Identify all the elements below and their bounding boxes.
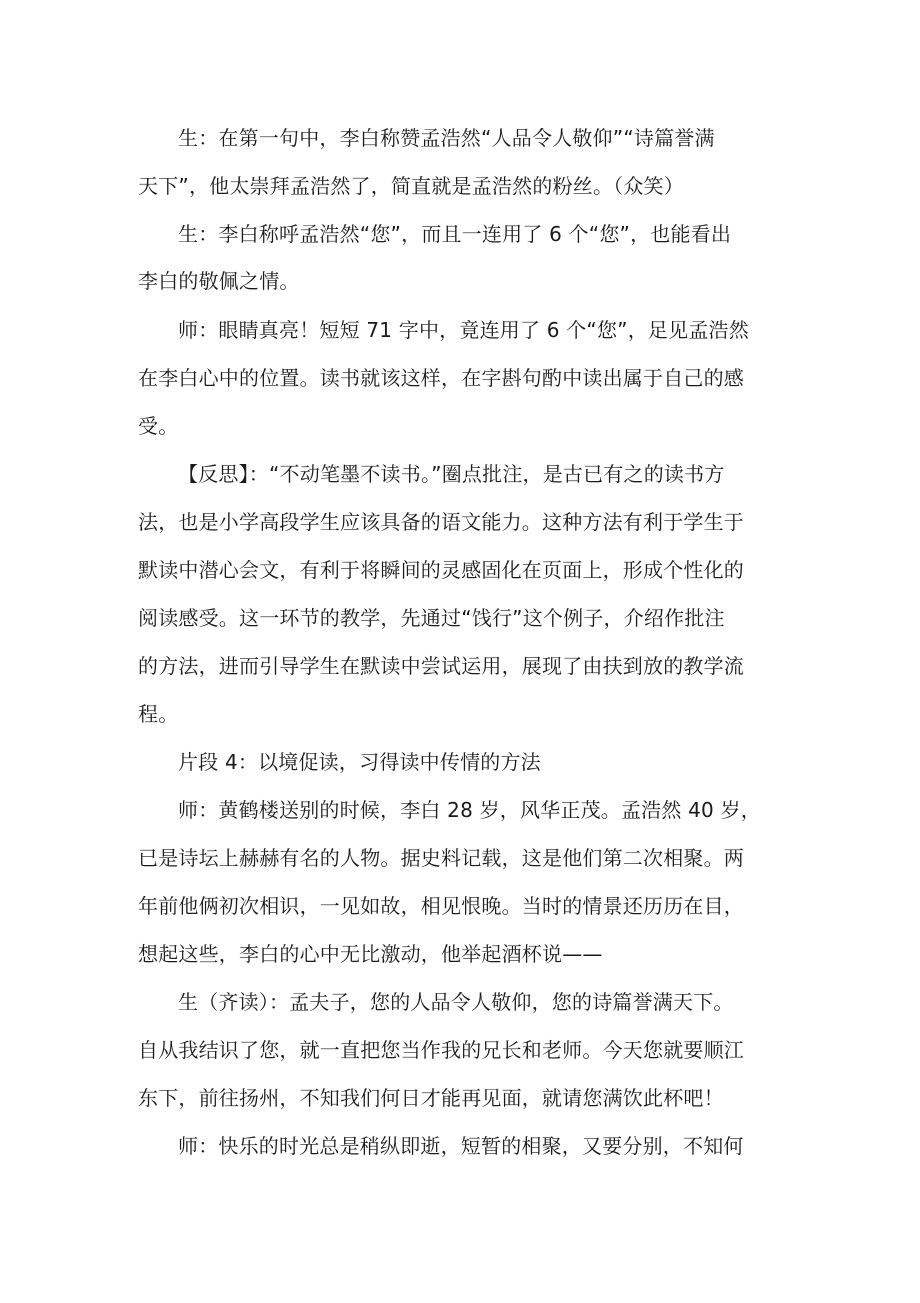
text-line-19: 生（齐读）：孟夫子，您的人品令人敬仰，您的诗篇誉满天下。: [178, 990, 734, 1014]
text-line-15: 师：黄鹤楼送别的时候，李白 28 岁，风华正茂。孟浩然 40 岁，: [178, 798, 761, 822]
text-line-3: 生：李白称呼孟浩然“您”，而且一连用了 6 个“您”，也能看出: [178, 222, 732, 246]
text-line-21: 东下，前往扬州，不知我们何日才能再见面，就请您满饮此杯吧！: [138, 1086, 724, 1110]
text-line-7: 受。: [138, 414, 179, 438]
section-heading: 片段 4：以境促读，习得读中传情的方法: [178, 750, 541, 774]
text-line-8: 【反思】：“不动笔墨不读书。”圈点批注，是古已有之的读书方: [178, 462, 725, 486]
text-line-2: 天下”，他太崇拜孟浩然了，简直就是孟浩然的粉丝。（众笑）: [138, 174, 684, 198]
text-line-1: 生：在第一句中，李白称赞孟浩然“人品令人敬仰”“诗篇誉满: [178, 126, 715, 150]
text-line-6: 在李白心中的位置。读书就该这样，在字斟句酌中读出属于自己的感: [138, 366, 744, 390]
text-line-13: 程。: [138, 702, 179, 726]
text-line-17: 年前他俩初次相识，一见如故，相见恨晚。当时的情景还历历在目，: [138, 894, 744, 918]
text-line-22: 师：快乐的时光总是稍纵即逝，短暂的相聚，又要分别，不知何: [178, 1134, 744, 1158]
text-line-9: 法，也是小学高段学生应该具备的语文能力。这种方法有利于学生于: [138, 510, 744, 534]
text-line-20: 自从我结识了您，就一直把您当作我的兄长和老师。今天您就要顺江: [138, 1038, 744, 1062]
text-line-10: 默读中潜心会文，有利于将瞬间的灵感固化在页面上，形成个性化的: [138, 558, 744, 582]
text-line-12: 的方法，进而引导学生在默读中尝试运用，展现了由扶到放的教学流: [138, 654, 744, 678]
text-line-16: 已是诗坛上赫赫有名的人物。据史料记载，这是他们第二次相聚。两: [138, 846, 744, 870]
text-line-11: 阅读感受。这一环节的教学，先通过“饯行”这个例子，介绍作批注: [138, 606, 725, 630]
text-line-5: 师：眼睛真亮！短短 71 字中，竟连用了 6 个“您”，足见孟浩然: [178, 318, 749, 342]
text-line-18: 想起这些，李白的心中无比激动，他举起酒杯说——: [138, 942, 603, 966]
text-line-4: 李白的敬佩之情。: [138, 269, 300, 293]
